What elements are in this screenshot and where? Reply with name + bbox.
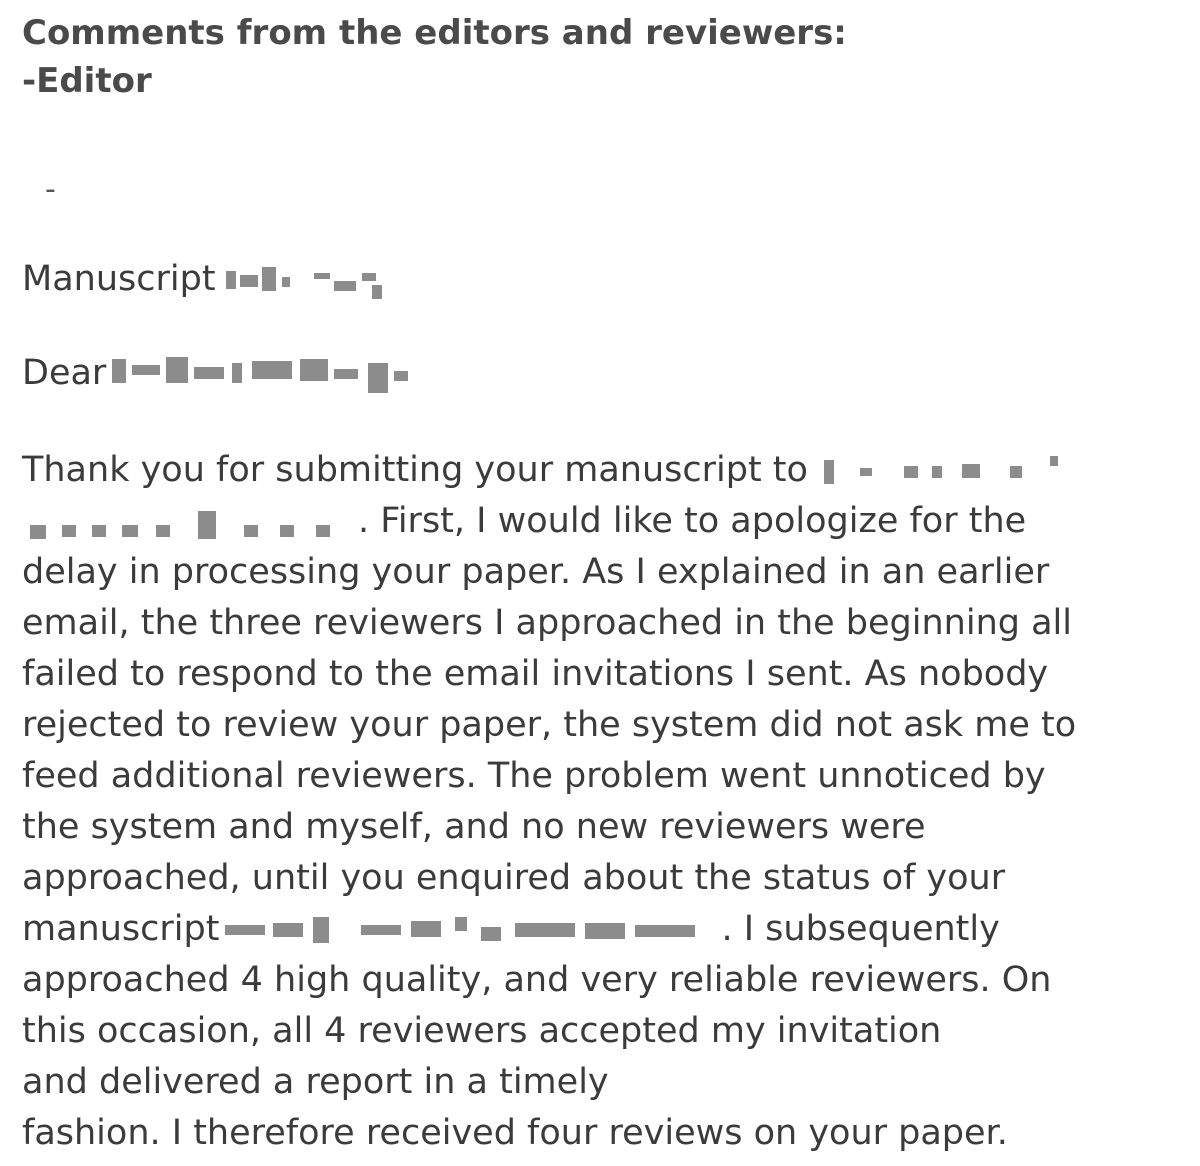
body-text: manuscript: [22, 909, 220, 949]
body-line: [22, 496, 1192, 547]
body-line: and delivered a report in a timely: [22, 1062, 609, 1102]
body-text: . First, I would like to apologize for the: [358, 501, 1027, 541]
editor-heading: -Editor: [22, 61, 152, 101]
salutation-line: [22, 350, 438, 396]
redacted-manuscript-id: [222, 265, 392, 295]
body-line: [22, 904, 1192, 955]
body-line: approached, until you enquired about the status of your: [22, 858, 1006, 898]
body-line: approached 4 high quality, and very reliable reviewers. On: [22, 960, 1052, 1000]
comments-heading: Comments from the editors and reviewers:: [22, 13, 847, 53]
body-text: . I subsequently: [721, 909, 1000, 949]
body-line: email, the three reviewers I approached in the beginning all: [22, 603, 1072, 643]
redacted-journal-name: [814, 456, 1064, 486]
redacted-recipient-name: [112, 353, 432, 395]
redacted-journal-name-cont: [22, 507, 352, 537]
body-line: delay in processing your paper. As I explained in an earlier: [22, 552, 1050, 592]
body-line: rejected to review your paper, the system did not ask me to: [22, 705, 1077, 745]
manuscript-line: [22, 256, 398, 302]
body-line: fashion. I therefore received four reviews on your paper.: [22, 1113, 1008, 1153]
body-text: Thank you for submitting your manuscript to: [22, 450, 808, 490]
email-document: [22, 0, 1192, 1166]
redacted-manuscript-reference: [225, 915, 715, 945]
body-line: failed to respond to the email invitations I sent. As nobody: [22, 654, 1049, 694]
salutation-label: Dear: [22, 353, 107, 393]
body-line: feed additional reviewers. The problem went unnoticed by: [22, 756, 1046, 796]
message-body: [22, 445, 1192, 1159]
body-line: this occasion, all 4 reviewers accepted my invitation: [22, 1011, 942, 1051]
separator-dash: -: [45, 172, 56, 207]
body-line: the system and myself, and no new reviewers were: [22, 807, 926, 847]
manuscript-label: Manuscript: [22, 259, 216, 299]
body-line: [22, 445, 1192, 496]
